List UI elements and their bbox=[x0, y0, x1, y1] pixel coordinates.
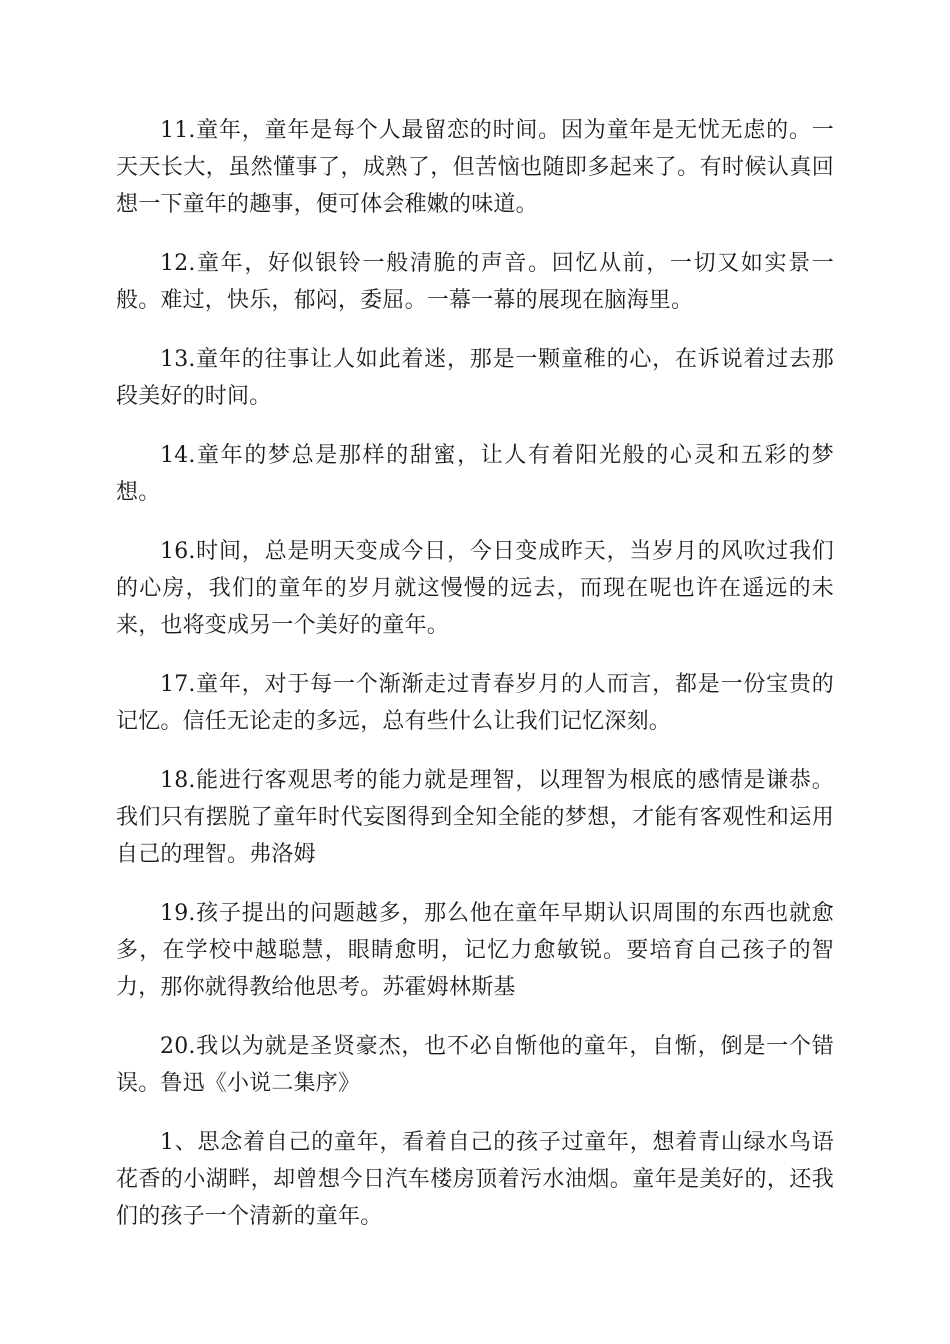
paragraph-17: 17.童年，对于每一个渐渐走过青春岁月的人而言，都是一份宝贵的记忆。信任无论走的多远，总有些什么让我们记忆深刻。 bbox=[116, 672, 834, 734]
paragraph-20: 20.我以为就是圣贤豪杰，也不必自惭他的童年，自惭，倒是一个错误。鲁迅《小说二集序》 bbox=[116, 1034, 834, 1096]
paragraph-14: 14.童年的梦总是那样的甜蜜，让人有着阳光般的心灵和五彩的梦想。 bbox=[116, 443, 834, 505]
paragraph-12: 12.童年，好似银铃一般清脆的声音。回忆从前，一切又如实景一般。难过，快乐，郁闷，委屈。一幕一幕的展现在脑海里。 bbox=[116, 251, 834, 313]
document-body bbox=[116, 112, 834, 1257]
paragraph-19: 19.孩子提出的问题越多，那么他在童年早期认识周围的东西也就愈多，在学校中越聪慧，眼睛愈明，记忆力愈敏锐。要培育自己孩子的智力，那你就得教给他思考。苏霍姆林斯基 bbox=[116, 901, 834, 1000]
paragraph-11: 11.童年，童年是每个人最留恋的时间。因为童年是无忧无虑的。一天天长大，虽然懂事了，成熟了，但苦恼也随即多起来了。有时候认真回想一下童年的趣事，便可体会稚嫩的味道。 bbox=[116, 118, 834, 217]
paragraph-13: 13.童年的往事让人如此着迷，那是一颗童稚的心，在诉说着过去那段美好的时间。 bbox=[116, 347, 834, 409]
paragraph-1: 1、思念着自己的童年，看着自己的孩子过童年，想着青山绿水鸟语花香的小湖畔，却曾想今日汽车楼房顶着污水油烟。童年是美好的，还我们的孩子一个清新的童年。 bbox=[116, 1130, 834, 1229]
paragraph-16: 16.时间，总是明天变成今日，今日变成昨天，当岁月的风吹过我们的心房，我们的童年的岁月就这慢慢的远去，而现在呢也许在遥远的未来，也将变成另一个美好的童年。 bbox=[116, 539, 834, 638]
paragraph-18: 18.能进行客观思考的能力就是理智，以理智为根底的感情是谦恭。我们只有摆脱了童年时代妄图得到全知全能的梦想，才能有客观性和运用自己的理智。弗洛姆 bbox=[116, 768, 834, 867]
